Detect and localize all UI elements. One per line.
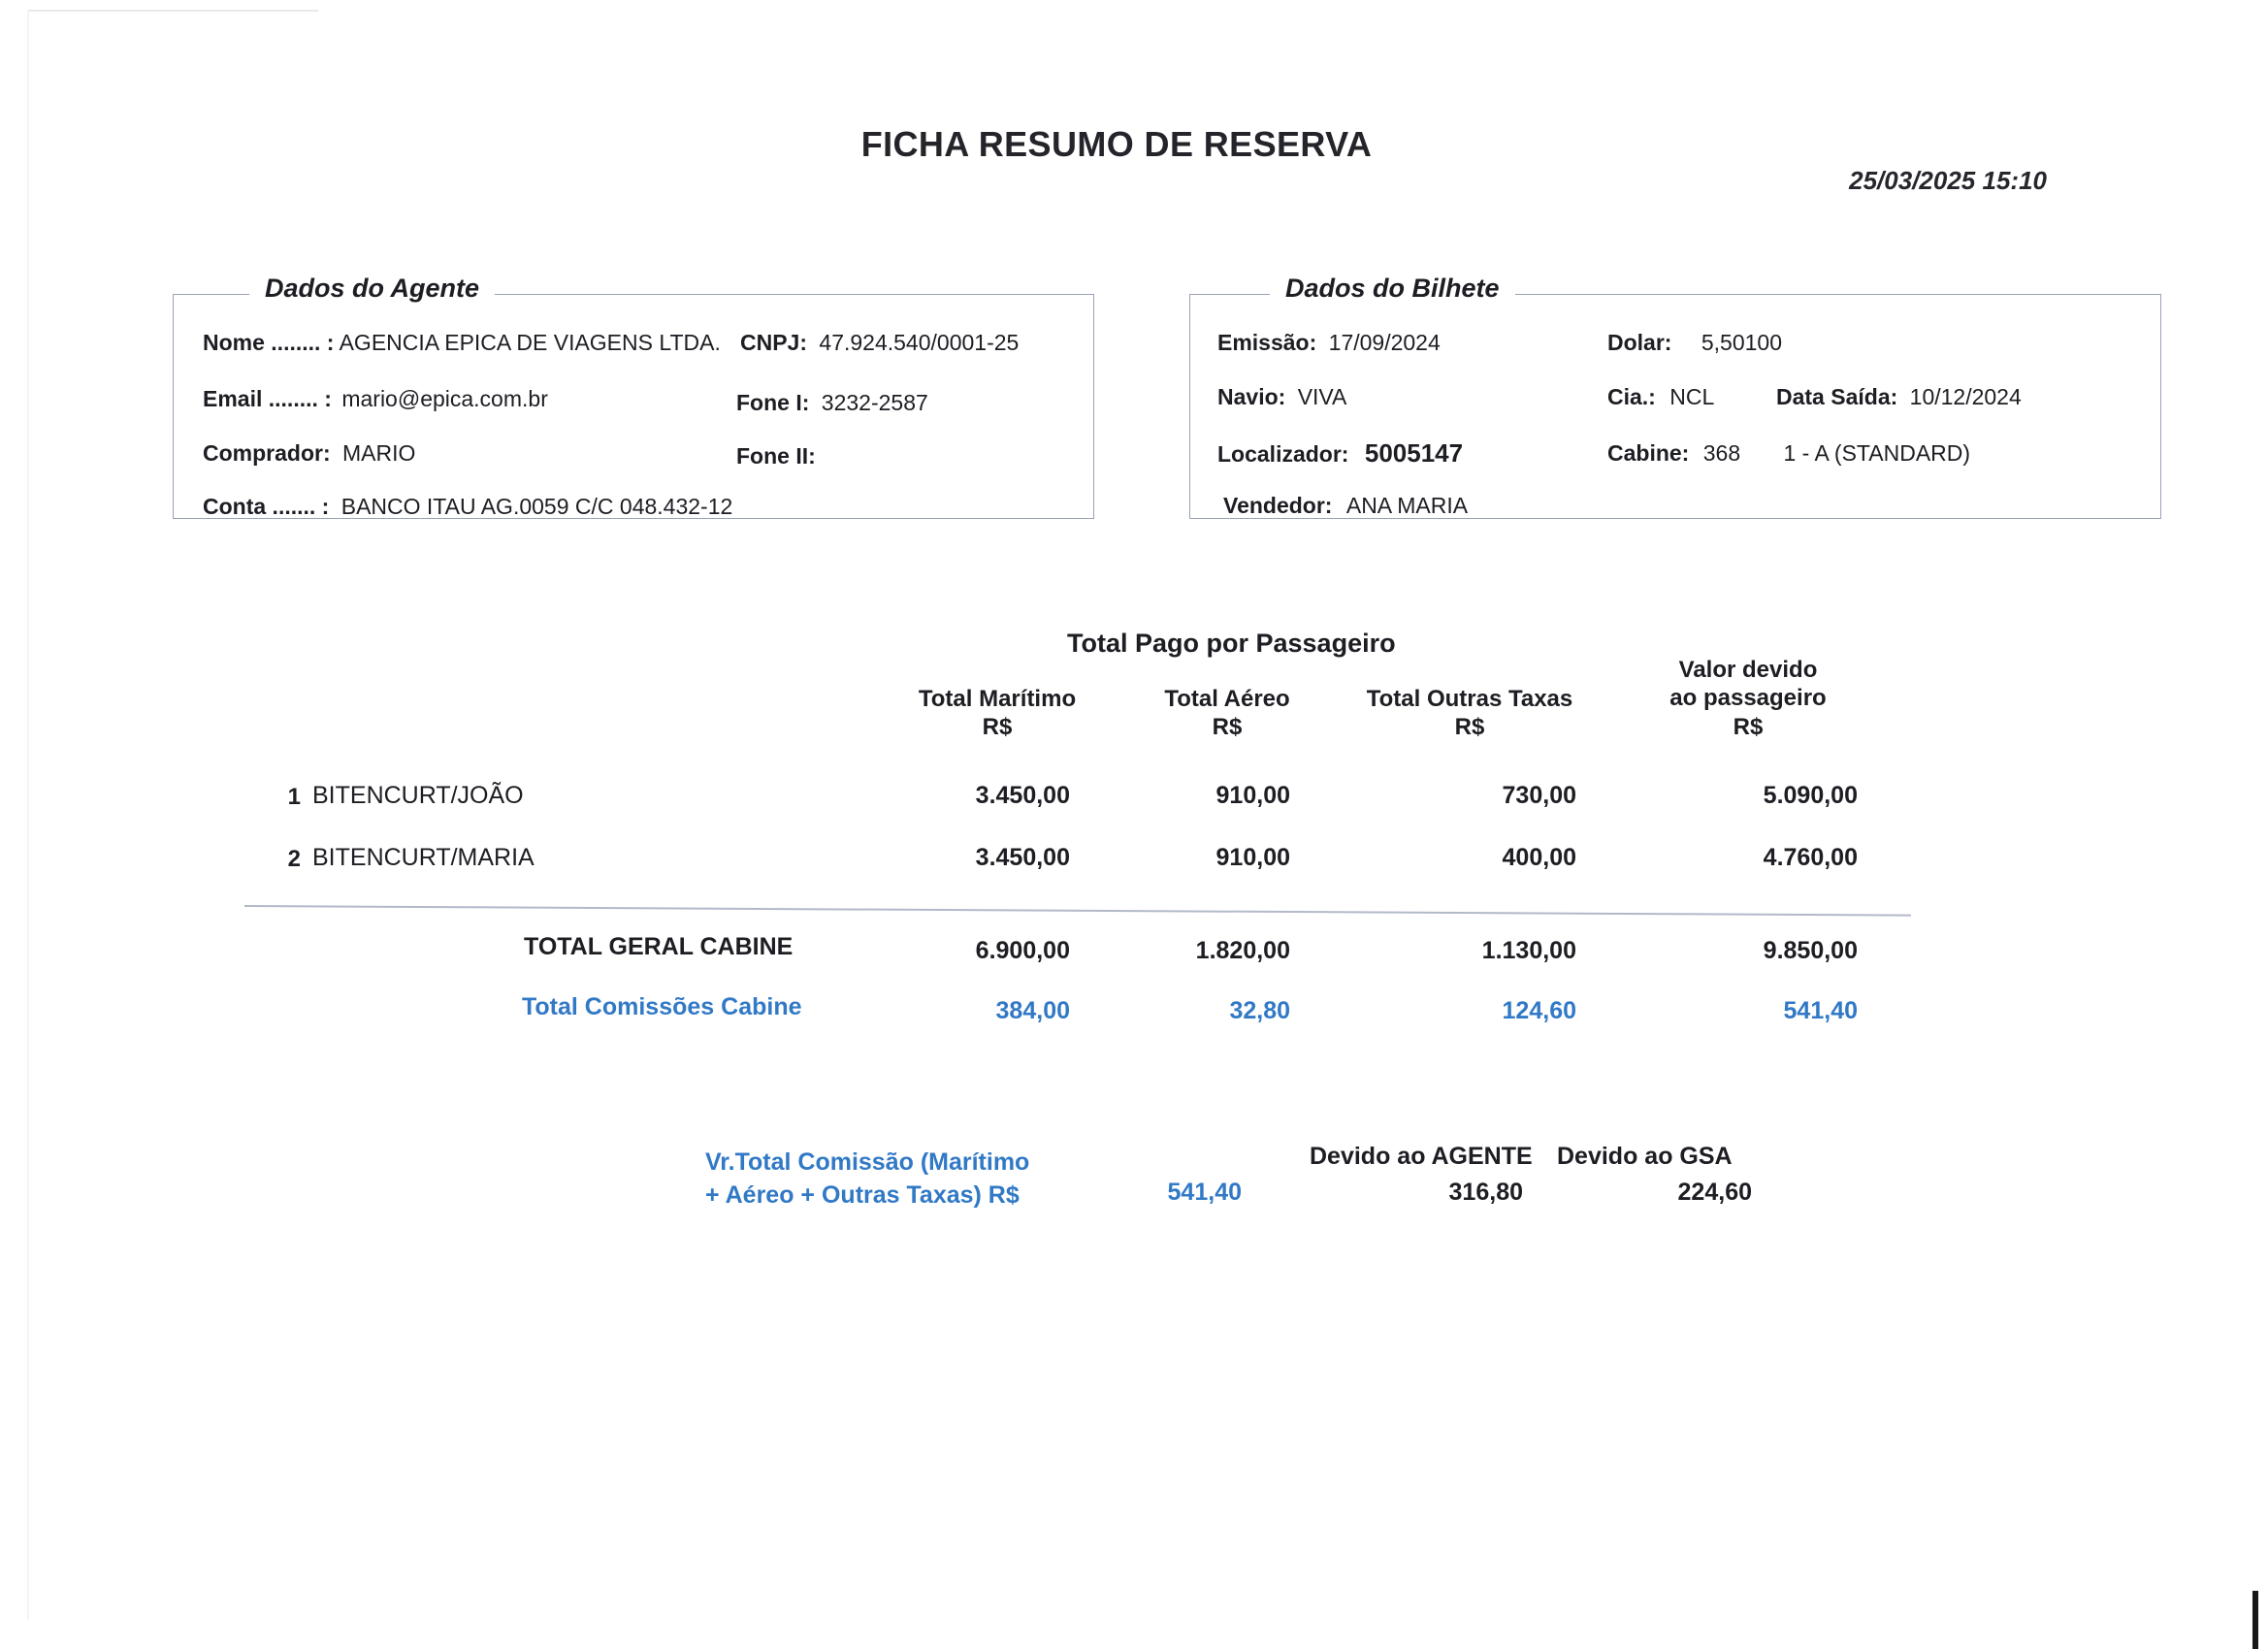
agent-conta-value: BANCO ITAU AG.0059 C/C 048.432-12 [340, 494, 733, 519]
table-row-number: 2 [287, 846, 301, 872]
scan-edge-artifact-top [27, 10, 318, 12]
ticket-navio-value: VIVA [1297, 384, 1347, 409]
devido-agente-label: Devido ao AGENTE [1310, 1143, 1533, 1170]
ticket-localizador-value: 5005147 [1364, 438, 1464, 468]
agent-cnpj-value: 47.924.540/0001-25 [819, 330, 1020, 355]
column-header-outras-taxas-line1: Total Outras Taxas [1366, 686, 1573, 712]
table-caption: Total Pago por Passageiro [1067, 629, 1396, 658]
table-row-aereo: 910,00 [1215, 844, 1290, 871]
ticket-cia-label: Cia.: [1607, 384, 1656, 409]
scan-edge-artifact-right [2252, 1591, 2258, 1649]
agent-comprador-value: MARIO [342, 440, 416, 466]
ticket-localizador-label: Localizador: [1217, 441, 1349, 467]
total-geral-aereo: 1.820,00 [1195, 937, 1290, 964]
agent-conta-field [203, 494, 732, 520]
table-separator-line [244, 905, 1911, 917]
agent-comprador-label: Comprador: [203, 440, 331, 466]
agent-nome-label: Nome ........ : [203, 330, 335, 355]
ticket-vendedor-field [1223, 493, 1468, 519]
ticket-data-panel [1189, 274, 2161, 519]
ticket-cabine-field [1607, 440, 1970, 467]
column-header-valor-devido-line2: ao passageiro [1669, 685, 1827, 712]
column-header-aereo [1135, 685, 1319, 742]
agent-panel-legend: Dados do Agente [249, 274, 495, 304]
agent-cnpj-field [740, 330, 1019, 356]
total-geral-valor-devido: 9.850,00 [1763, 937, 1858, 964]
table-row-valor-devido: 4.760,00 [1763, 844, 1858, 871]
column-header-maritimo-line2: R$ [982, 714, 1013, 741]
commission-total-label-line2: + Aéreo + Outras Taxas) R$ [705, 1180, 1020, 1209]
ticket-vendedor-label: Vendedor: [1223, 493, 1333, 518]
ticket-data-saida-value: 10/12/2024 [1909, 384, 2022, 409]
table-row-passenger-name: BITENCURT/MARIA [312, 844, 535, 871]
ticket-emissao-label: Emissão: [1217, 330, 1317, 355]
ticket-emissao-field [1217, 330, 1441, 356]
table-row-maritimo: 3.450,00 [975, 782, 1070, 809]
table-row-number: 1 [287, 784, 301, 810]
total-geral-maritimo: 6.900,00 [975, 937, 1070, 964]
ticket-dolar-field [1607, 330, 1782, 356]
column-header-outras-taxas [1339, 685, 1601, 742]
total-geral-outras-taxas: 1.130,00 [1481, 937, 1576, 964]
devido-gsa-label: Devido ao GSA [1557, 1143, 1733, 1170]
agent-fone2-field [736, 443, 822, 469]
column-header-valor-devido [1622, 656, 1874, 741]
commission-total-label-line1: Vr.Total Comissão (Marítimo [705, 1148, 1030, 1176]
total-geral-cabine-label: TOTAL GERAL CABINE [524, 933, 794, 960]
agent-data-panel [173, 274, 1094, 519]
table-row-outras-taxas: 730,00 [1502, 782, 1576, 809]
devido-gsa-value: 224,60 [1677, 1179, 1752, 1206]
agent-conta-label: Conta ....... : [203, 494, 330, 519]
table-row-maritimo: 3.450,00 [975, 844, 1070, 871]
total-comissoes-maritimo: 384,00 [995, 997, 1070, 1024]
ticket-cia-field [1607, 384, 1714, 410]
scan-edge-artifact-left [27, 10, 29, 1620]
agent-nome-value: AGENCIA EPICA DE VIAGENS LTDA. [339, 330, 721, 355]
document-timestamp: 25/03/2025 15:10 [1849, 166, 2047, 195]
total-comissoes-aereo: 32,80 [1229, 997, 1290, 1024]
agent-fone1-label: Fone I: [736, 390, 810, 415]
ticket-cabine-label: Cabine: [1607, 440, 1690, 466]
table-row-aereo: 910,00 [1215, 782, 1290, 809]
agent-comprador-field [203, 440, 415, 467]
agent-email-value: mario@epica.com.br [341, 386, 548, 411]
ticket-dolar-label: Dolar: [1607, 330, 1672, 355]
agent-fone1-value: 3232-2587 [821, 390, 928, 415]
column-header-aereo-line2: R$ [1212, 714, 1243, 741]
total-comissoes-cabine-label: Total Comissões Cabine [522, 993, 802, 1020]
ticket-localizador-field [1217, 438, 1463, 469]
agent-cnpj-label: CNPJ: [740, 330, 808, 355]
ticket-cabine-extra: 1 - A (STANDARD) [1783, 440, 1971, 466]
ticket-cabine-value: 368 [1702, 440, 1741, 466]
page-title-text: FICHA RESUMO DE RESERVA [860, 124, 1373, 164]
agent-fone2-label: Fone II: [736, 443, 816, 469]
table-row-outras-taxas: 400,00 [1502, 844, 1576, 871]
column-header-aereo-line1: Total Aéreo [1164, 686, 1290, 712]
ticket-panel-legend: Dados do Bilhete [1270, 274, 1515, 304]
table-row-valor-devido: 5.090,00 [1763, 782, 1858, 809]
column-header-outras-taxas-line2: R$ [1454, 714, 1485, 741]
agent-email-label: Email ........ : [203, 386, 332, 411]
table-row-passenger-name: BITENCURT/JOÃO [312, 782, 524, 809]
ticket-navio-label: Navio: [1217, 384, 1286, 409]
column-header-maritimo-line1: Total Marítimo [918, 686, 1077, 712]
ticket-emissao-value: 17/09/2024 [1328, 330, 1441, 355]
agent-fone1-field [736, 390, 928, 416]
ticket-dolar-value: 5,50100 [1701, 330, 1782, 355]
ticket-data-saida-label: Data Saída: [1776, 384, 1898, 409]
devido-agente-value: 316,80 [1448, 1179, 1523, 1206]
column-header-valor-devido-line3: R$ [1733, 713, 1764, 740]
total-comissoes-outras-taxas: 124,60 [1502, 997, 1576, 1024]
column-header-valor-devido-line1: Valor devido [1678, 657, 1818, 683]
ticket-data-saida-field [1776, 384, 2022, 410]
total-comissoes-valor-devido: 541,40 [1783, 997, 1858, 1024]
column-header-maritimo [886, 685, 1109, 742]
agent-email-field [203, 386, 548, 412]
agent-nome-field [203, 330, 721, 356]
page-title [0, 124, 2268, 165]
ticket-vendedor-value: ANA MARIA [1345, 493, 1469, 518]
ticket-navio-field [1217, 384, 1346, 410]
commission-total-value: 541,40 [1167, 1179, 1242, 1206]
ticket-cia-value: NCL [1669, 384, 1715, 409]
